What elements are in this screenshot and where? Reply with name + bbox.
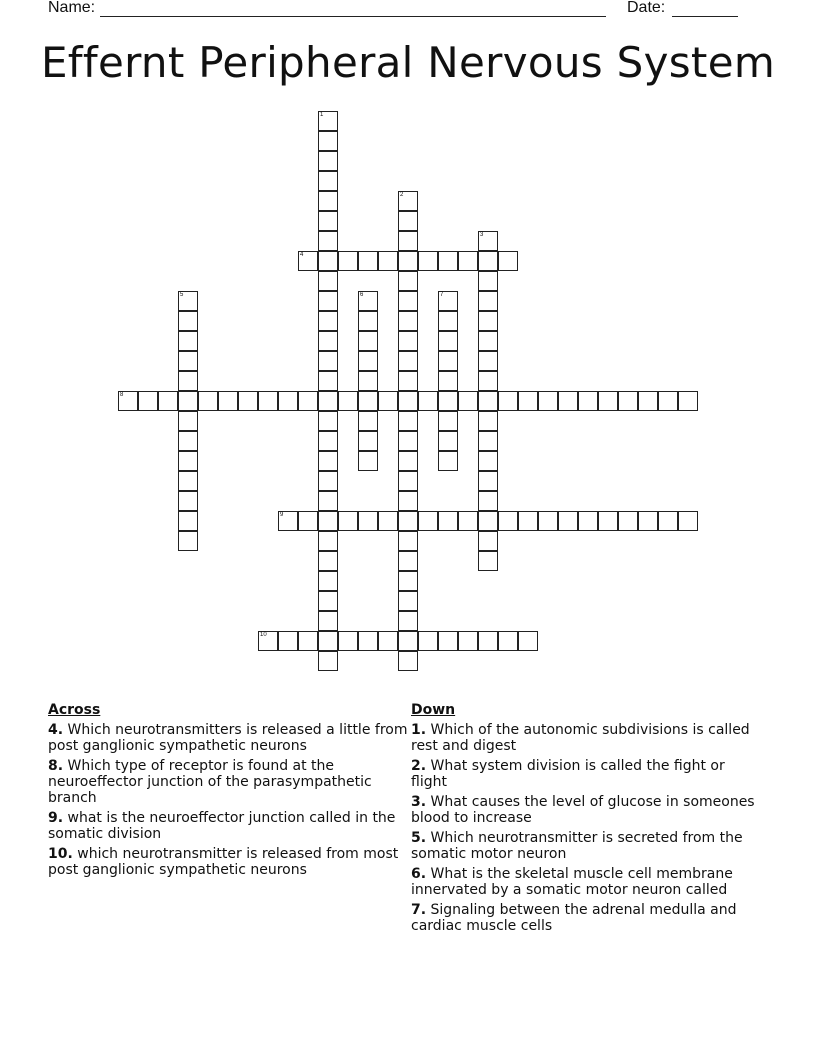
down-clues	[411, 702, 761, 938]
crossword-cell[interactable]	[398, 411, 418, 431]
crossword-cell[interactable]	[458, 391, 478, 411]
crossword-cell[interactable]	[478, 531, 498, 551]
crossword-cell[interactable]	[278, 511, 298, 531]
crossword-cell[interactable]	[178, 411, 198, 431]
crossword-cell[interactable]	[638, 511, 658, 531]
crossword-cell[interactable]	[398, 471, 418, 491]
crossword-cell[interactable]	[178, 491, 198, 511]
crossword-cell[interactable]	[318, 451, 338, 471]
crossword-cell[interactable]	[178, 371, 198, 391]
crossword-cell[interactable]	[298, 251, 318, 271]
crossword-cell[interactable]	[358, 511, 378, 531]
crossword-cell[interactable]	[318, 471, 338, 491]
crossword-cell[interactable]	[398, 451, 418, 471]
name-label: Name:	[48, 0, 96, 16]
crossword-cell[interactable]	[398, 551, 418, 571]
crossword-cell[interactable]	[178, 291, 198, 311]
crossword-cell[interactable]	[398, 211, 418, 231]
clue-number: 9.	[48, 810, 64, 826]
crossword-cell[interactable]	[638, 391, 658, 411]
crossword-cell[interactable]	[618, 511, 638, 531]
crossword-cell[interactable]	[278, 391, 298, 411]
crossword-cell[interactable]	[658, 391, 678, 411]
crossword-cell[interactable]	[398, 591, 418, 611]
crossword-cell[interactable]	[318, 651, 338, 671]
crossword-cell[interactable]	[178, 471, 198, 491]
crossword-cell[interactable]	[498, 631, 518, 651]
crossword-cell[interactable]	[178, 511, 198, 531]
clue-across-10	[48, 846, 408, 878]
crossword-cell[interactable]	[178, 431, 198, 451]
crossword-cell[interactable]	[138, 391, 158, 411]
crossword-cell[interactable]	[598, 391, 618, 411]
crossword-cell[interactable]	[398, 491, 418, 511]
crossword-cell[interactable]	[318, 411, 338, 431]
crossword-cell[interactable]	[398, 571, 418, 591]
crossword-cell[interactable]	[478, 251, 498, 271]
crossword-cell[interactable]	[318, 131, 338, 151]
crossword-cell[interactable]	[478, 291, 498, 311]
clue-down-2	[411, 758, 761, 790]
cell-number: 2	[400, 192, 404, 198]
cell-number: 7	[440, 292, 444, 298]
crossword-cell[interactable]	[538, 511, 558, 531]
crossword-cell[interactable]	[458, 511, 478, 531]
crossword-cell[interactable]	[398, 651, 418, 671]
crossword-cell[interactable]	[618, 391, 638, 411]
crossword-cell[interactable]	[398, 511, 418, 531]
crossword-cell[interactable]	[438, 511, 458, 531]
crossword-cell[interactable]	[558, 511, 578, 531]
clue-across-8	[48, 758, 408, 806]
crossword-cell[interactable]	[538, 391, 558, 411]
crossword-cell[interactable]	[678, 391, 698, 411]
crossword-cell[interactable]	[338, 631, 358, 651]
crossword-cell[interactable]	[398, 531, 418, 551]
clue-number: 3.	[411, 794, 427, 810]
crossword-cell[interactable]	[318, 251, 338, 271]
crossword-cell[interactable]	[178, 531, 198, 551]
crossword-cell[interactable]	[478, 351, 498, 371]
crossword-cell[interactable]	[398, 331, 418, 351]
crossword-cell[interactable]	[318, 171, 338, 191]
crossword-cell[interactable]	[338, 251, 358, 271]
clue-text: Signaling between the adrenal medulla and cardiac muscle cells	[411, 902, 737, 934]
crossword-cell[interactable]	[298, 391, 318, 411]
crossword-cell[interactable]	[418, 631, 438, 651]
crossword-cell[interactable]	[318, 511, 338, 531]
crossword-cell[interactable]	[578, 391, 598, 411]
clue-text: which neurotransmitter is released from most post ganglionic sympathetic neurons	[48, 846, 399, 878]
crossword-cell[interactable]	[118, 391, 138, 411]
crossword-cell[interactable]	[318, 431, 338, 451]
crossword-cell[interactable]	[478, 511, 498, 531]
crossword-cell[interactable]	[478, 271, 498, 291]
crossword-cell[interactable]	[358, 391, 378, 411]
clue-number: 5.	[411, 830, 427, 846]
crossword-cell[interactable]	[318, 231, 338, 251]
crossword-cell[interactable]	[558, 391, 578, 411]
crossword-cell[interactable]	[438, 331, 458, 351]
crossword-cell[interactable]	[318, 531, 338, 551]
crossword-cell[interactable]	[478, 311, 498, 331]
crossword-cell[interactable]	[358, 631, 378, 651]
crossword-cell[interactable]	[478, 231, 498, 251]
clue-text: What is the skeletal muscle cell membrane innervated by a somatic motor neuron called	[411, 866, 733, 898]
clue-down-7	[411, 902, 761, 934]
cell-number: 3	[480, 232, 484, 238]
crossword-cell[interactable]	[438, 311, 458, 331]
crossword-cell[interactable]	[438, 631, 458, 651]
cell-number: 1	[320, 112, 324, 118]
clue-down-1	[411, 722, 761, 754]
clue-number: 2.	[411, 758, 427, 774]
crossword-cell[interactable]	[278, 631, 298, 651]
crossword-cell[interactable]	[358, 251, 378, 271]
crossword-cell[interactable]	[438, 431, 458, 451]
clue-text: What causes the level of glucose in someones blood to increase	[411, 794, 755, 826]
crossword-cell[interactable]	[318, 591, 338, 611]
crossword-cell[interactable]	[258, 391, 278, 411]
crossword-cell[interactable]	[398, 291, 418, 311]
crossword-cell[interactable]	[378, 631, 398, 651]
crossword-cell[interactable]	[398, 271, 418, 291]
crossword-cell[interactable]	[398, 251, 418, 271]
crossword-cell[interactable]	[358, 331, 378, 351]
across-heading: Across	[48, 702, 101, 718]
crossword-cell[interactable]	[478, 551, 498, 571]
crossword-cell[interactable]	[238, 391, 258, 411]
crossword-cell[interactable]	[358, 451, 378, 471]
across-clues	[48, 702, 408, 882]
crossword-cell[interactable]	[178, 451, 198, 471]
crossword-cell[interactable]	[338, 511, 358, 531]
crossword-cell[interactable]	[358, 411, 378, 431]
crossword-cell[interactable]	[458, 251, 478, 271]
crossword-cell[interactable]	[478, 411, 498, 431]
cell-number: 8	[120, 392, 124, 398]
crossword-cell[interactable]	[398, 431, 418, 451]
crossword-cell[interactable]	[378, 251, 398, 271]
down-heading: Down	[411, 702, 456, 718]
crossword-cell[interactable]	[358, 351, 378, 371]
clue-down-5	[411, 830, 761, 862]
crossword-cell[interactable]	[478, 471, 498, 491]
crossword-cell[interactable]	[318, 391, 338, 411]
clue-text: Which neurotransmitters is released a little from post ganglionic sympathetic neurons	[48, 722, 408, 754]
clue-number: 8.	[48, 758, 64, 774]
clue-text: Which type of receptor is found at the neuroeffector junction of the parasympathetic branch	[48, 758, 372, 806]
crossword-cell[interactable]	[438, 411, 458, 431]
date-label: Date:	[627, 0, 666, 16]
crossword-cell[interactable]	[438, 351, 458, 371]
crossword-cell[interactable]	[318, 491, 338, 511]
crossword-cell[interactable]	[338, 391, 358, 411]
crossword-cell[interactable]	[578, 511, 598, 531]
crossword-cell[interactable]	[518, 511, 538, 531]
crossword-cell[interactable]	[398, 191, 418, 211]
crossword-cell[interactable]	[318, 551, 338, 571]
crossword-cell[interactable]	[158, 391, 178, 411]
clue-number: 1.	[411, 722, 427, 738]
crossword-cell[interactable]	[498, 251, 518, 271]
crossword-cell[interactable]	[398, 611, 418, 631]
crossword-cell[interactable]	[178, 311, 198, 331]
crossword-cell[interactable]	[318, 351, 338, 371]
clue-number: 7.	[411, 902, 427, 918]
crossword-cell[interactable]	[318, 271, 338, 291]
cell-number: 6	[360, 292, 364, 298]
crossword-cell[interactable]	[418, 391, 438, 411]
clue-number: 6.	[411, 866, 427, 882]
cell-number: 4	[300, 252, 304, 258]
crossword-cell[interactable]	[438, 391, 458, 411]
crossword-cell[interactable]	[378, 511, 398, 531]
crossword-cell[interactable]	[398, 631, 418, 651]
clue-text: what is the neuroeffector junction called in the somatic division	[48, 810, 396, 842]
crossword-cell[interactable]	[258, 631, 278, 651]
page-title: Effernt Peripheral Nervous System	[40, 38, 776, 87]
crossword-cell[interactable]	[398, 311, 418, 331]
crossword-cell[interactable]	[398, 371, 418, 391]
crossword-cell[interactable]	[358, 371, 378, 391]
crossword-cell[interactable]	[358, 311, 378, 331]
crossword-cell[interactable]	[178, 331, 198, 351]
crossword-cell[interactable]	[318, 291, 338, 311]
crossword-cell[interactable]	[318, 611, 338, 631]
crossword-cell[interactable]	[658, 511, 678, 531]
clue-down-3	[411, 794, 761, 826]
crossword-cell[interactable]	[318, 311, 338, 331]
cell-number: 5	[180, 292, 184, 298]
crossword-cell[interactable]	[318, 371, 338, 391]
crossword-cell[interactable]	[498, 511, 518, 531]
crossword-cell[interactable]	[498, 391, 518, 411]
clue-number: 4.	[48, 722, 64, 738]
crossword-cell[interactable]	[378, 391, 398, 411]
clue-text: Which of the autonomic subdivisions is called rest and digest	[411, 722, 750, 754]
crossword-cell[interactable]	[298, 511, 318, 531]
crossword-cell[interactable]	[418, 511, 438, 531]
crossword-cell[interactable]	[418, 251, 438, 271]
crossword-cell[interactable]	[318, 151, 338, 171]
crossword-cell[interactable]	[478, 371, 498, 391]
crossword-cell[interactable]	[178, 391, 198, 411]
crossword-cell[interactable]	[678, 511, 698, 531]
clue-text: Which neurotransmitter is secreted from the somatic motor neuron	[411, 830, 743, 862]
crossword-cell[interactable]	[318, 111, 338, 131]
crossword-cell[interactable]	[398, 391, 418, 411]
crossword-cell[interactable]	[478, 451, 498, 471]
crossword-cell[interactable]	[218, 391, 238, 411]
crossword-cell[interactable]	[438, 251, 458, 271]
crossword-cell[interactable]	[518, 631, 538, 651]
crossword-cell[interactable]	[318, 571, 338, 591]
crossword-cell[interactable]	[478, 431, 498, 451]
clue-number: 10.	[48, 846, 73, 862]
crossword-cell[interactable]	[318, 191, 338, 211]
clue-across-9	[48, 810, 408, 842]
crossword-cell[interactable]	[398, 231, 418, 251]
crossword-cell[interactable]	[298, 631, 318, 651]
crossword-cell[interactable]	[478, 631, 498, 651]
clue-across-4	[48, 722, 408, 754]
crossword-cell[interactable]	[358, 431, 378, 451]
crossword-cell[interactable]	[438, 371, 458, 391]
crossword-cell[interactable]	[478, 391, 498, 411]
crossword-cell[interactable]	[398, 351, 418, 371]
crossword-cell[interactable]	[458, 631, 478, 651]
crossword-cell[interactable]	[438, 451, 458, 471]
crossword-cell[interactable]	[318, 211, 338, 231]
cell-number: 9	[280, 512, 284, 518]
crossword-cell[interactable]	[478, 331, 498, 351]
crossword-cell[interactable]	[198, 391, 218, 411]
crossword-cell[interactable]	[598, 511, 618, 531]
crossword-cell[interactable]	[478, 491, 498, 511]
crossword-cell[interactable]	[318, 631, 338, 651]
crossword-cell[interactable]	[438, 291, 458, 311]
cell-number: 10	[260, 632, 267, 638]
clue-text: What system division is called the fight or flight	[411, 758, 725, 790]
crossword-cell[interactable]	[358, 291, 378, 311]
crossword-cell[interactable]	[178, 351, 198, 371]
crossword-cell[interactable]	[318, 331, 338, 351]
clue-down-6	[411, 866, 761, 898]
crossword-cell[interactable]	[518, 391, 538, 411]
